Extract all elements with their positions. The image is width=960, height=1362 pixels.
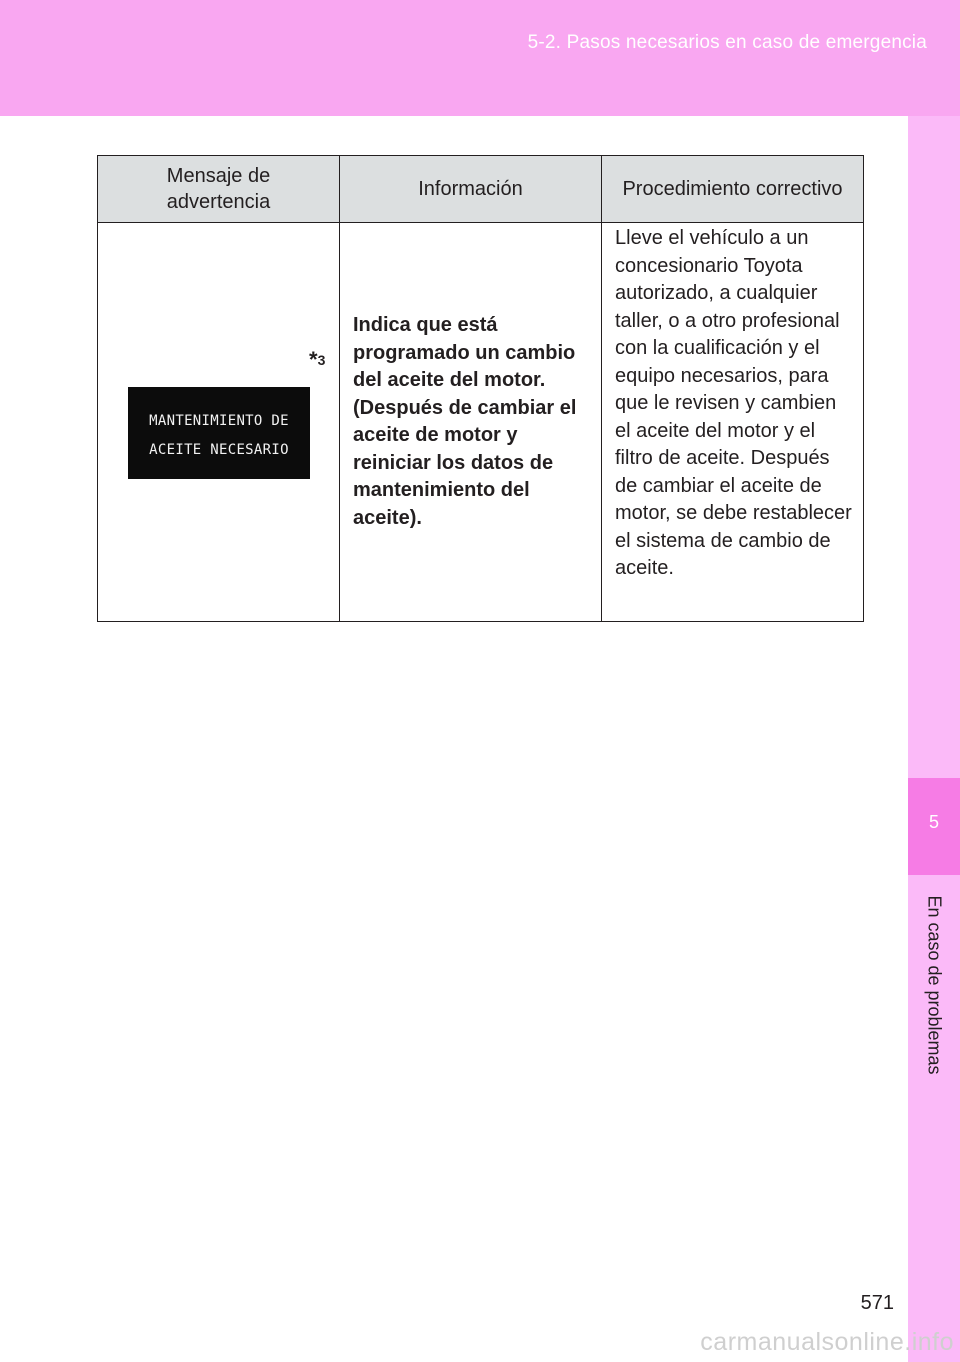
column-header-procedure: Procedimiento correctivo <box>602 156 864 223</box>
display-line-1: MANTENIMIENTO DE <box>149 413 289 429</box>
footnote-number: 3 <box>317 352 326 368</box>
table-header-row <box>98 156 864 223</box>
oil-maintenance-display <box>128 387 310 479</box>
footnote-marker: $*_3$ <box>309 347 326 372</box>
table-row <box>98 223 864 622</box>
column-header-information: Información <box>340 156 602 223</box>
section-title: 5-2. Pasos necesarios en caso de emergencia <box>527 32 927 53</box>
header-band <box>0 0 960 116</box>
page-number: 571 <box>860 1292 894 1314</box>
information-cell: Indica que está programado un cambio del aceite del motor. (Después de cambiar el aceite de motor y reiniciar los datos de mantenimiento del aceite). <box>340 223 602 622</box>
chapter-side-tab <box>908 116 960 1362</box>
procedure-cell: Lleve el vehículo a un concesionario Toyota autorizado, a cualquier taller, o a otro profesional con la cualificación y el equipo necesarios, para que le revisen y cambien el aceite del motor y el filtro de aceite. Después de cambiar el aceite de motor, se debe restablecer el sistema de cambio de aceite. <box>602 223 864 622</box>
warning-message-table <box>97 155 864 622</box>
chapter-label: En caso de problemas <box>924 895 945 1075</box>
chapter-number: 5 <box>928 812 939 832</box>
display-line-2: ACEITE NECESARIO <box>149 442 289 458</box>
column-header-warning-message: Mensaje de advertencia <box>98 156 340 223</box>
warning-message-cell <box>98 223 340 622</box>
watermark: carmanualsonline.info <box>700 1328 954 1356</box>
